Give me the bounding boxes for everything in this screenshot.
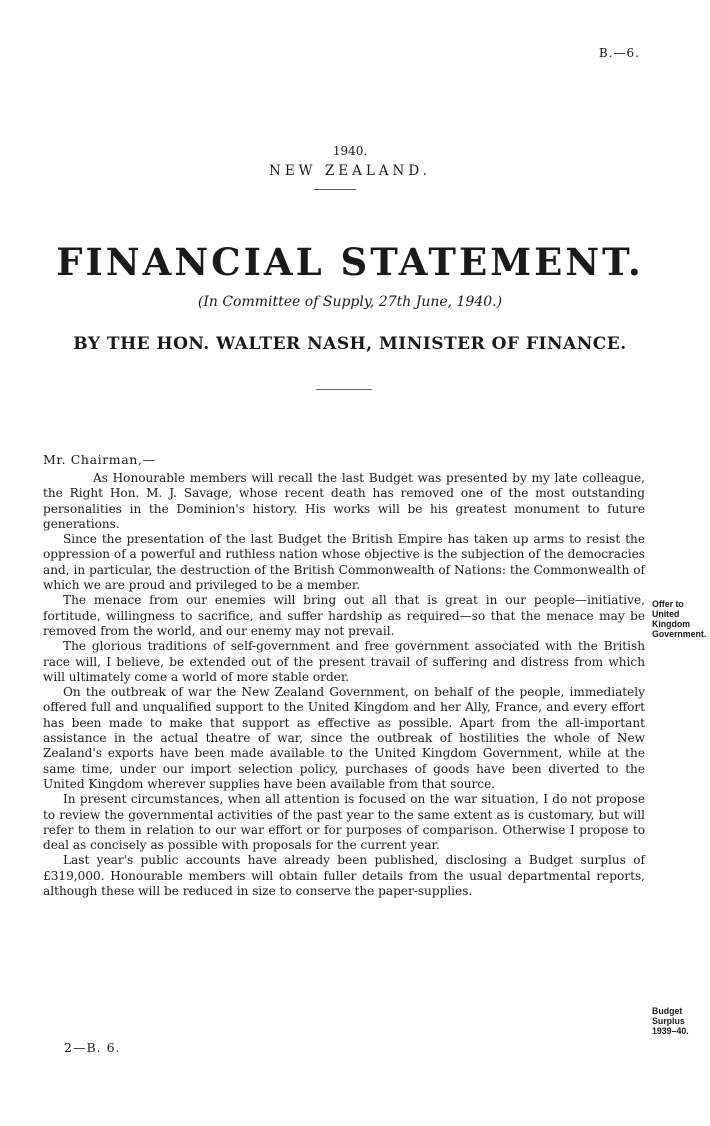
margin-note: Offer to United Kingdom Government. (652, 599, 707, 639)
signature-mark: 2—B. 6. (64, 1040, 121, 1055)
paragraph: On the outbreak of war the New Zealand Government, on behalf of the people, immediately offered full and unqualified support to the United Kingdom and her Ally, France, and every effort has been made to make that support as effective as possible. Apart from the all-important assistance in the actual theatre of war, since the outbreak of hostilities the whole of New Zealand's exports have been made available to the United Kingdom Government, while at the same time, under our import selection policy, purchases of goods have been diverted to the United Kingdom wherever supplies have been available from that source. (43, 685, 645, 791)
divider-rule (316, 389, 372, 390)
paragraph: Since the presentation of the last Budget the British Empire has taken up arms to resist the oppression of a powerful and ruthless nation whose objective is the subjection of the democracies and, in particular, the destruction of the British Commonwealth of Nations: the Commonwealth of which we are proud and privileged to be a member. (43, 532, 645, 593)
paragraph: In present circumstances, when all attention is focused on the war situation, I do not propose to review the governmental activities of the past year to the same extent as is customary, but will refer to them in relation to our war effort or for purposes of comparison. Otherwise I propose to deal as concisely as possible with proposals for the current year. (43, 792, 645, 853)
paragraph: The glorious traditions of self-government and free government associated with the British race will, I believe, be extended out of the present travail of suffering and distress from which will ultimately come a world of more stable order. (43, 639, 645, 684)
page-title: FINANCIAL STATEMENT. (56, 240, 644, 284)
document-year: 1940. (332, 144, 368, 158)
paragraph: The menace from our enemies will bring out all that is great in our people—initiative, fortitude, willingness to sacrifice, and suffer hardship as required—so that the menace may be removed from the world, and our enemy may not prevail. (43, 593, 645, 638)
body-text (43, 471, 645, 899)
author-byline: BY THE HON. WALTER NASH, MINISTER OF FINANCE. (73, 334, 627, 354)
divider-rule (314, 189, 356, 190)
page-identifier: B.—6. (598, 46, 640, 60)
country-heading: NEW ZEALAND. (269, 163, 431, 179)
paragraph: As Honourable members will recall the last Budget was presented by my late colleague, the Right Hon. M. J. Savage, whose recent death has removed one of the most outstanding personalities in the Dominion's history. His works will be his greatest monument to future generations. (43, 471, 645, 531)
page-subtitle: (In Committee of Supply, 27th June, 1940.) (197, 294, 503, 310)
paragraph: Last year's public accounts have already been published, disclosing a Budget surplus of £319,000. Honourable members will obtain fuller details from the usual departmental reports, although these will be reduced in size to conserve the paper-supplies. (43, 853, 645, 899)
margin-note: Budget Surplus 1939–40. (652, 1006, 689, 1036)
salutation: Mr. Chairman,— (43, 452, 156, 467)
